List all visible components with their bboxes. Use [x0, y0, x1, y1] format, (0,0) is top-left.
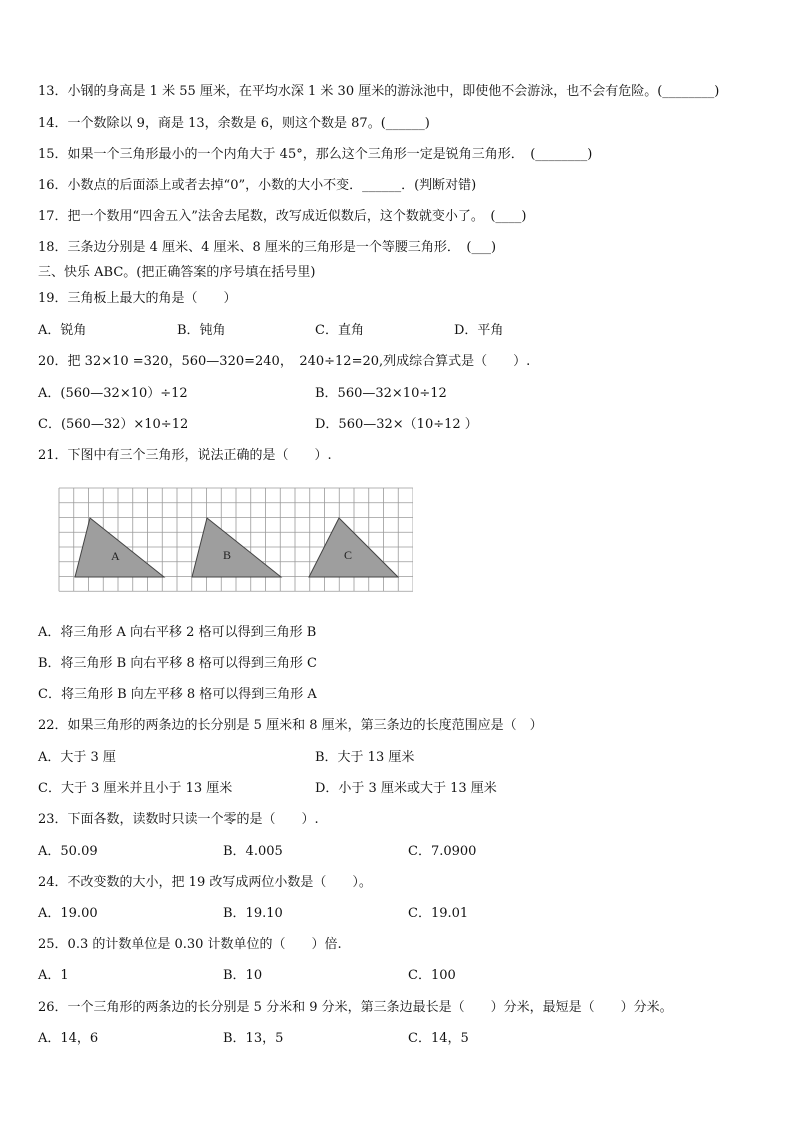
q19-stem: 19．三角板上最大的角是（ ）	[38, 291, 237, 306]
q25-stem: 25．0.3 的计数单位是 0.30 计数单位的（ ）倍.	[38, 937, 342, 952]
q25-option-a: A．1	[38, 968, 69, 983]
q20-option-d: D．560—32×（10÷12 ）	[315, 417, 478, 432]
q20-option-c: C．(560—32）×10÷12	[38, 417, 189, 432]
q24-option-a: A．19.00	[38, 906, 98, 921]
triangle-b	[192, 518, 281, 577]
line-q18: 18．三条边分别是 4 厘米、4 厘米、8 厘米的三角形是一个等腰三角形． (___)	[38, 240, 497, 255]
q21-option-b: B．将三角形 B 向右平移 8 格可以得到三角形 C	[38, 656, 317, 671]
triangle-c-label: C	[344, 548, 353, 562]
q23-option-b: B．4.005	[223, 844, 283, 859]
q26-stem: 26．一个三角形的两条边的长分别是 5 分米和 9 分米，第三条边最长是（ ）分米，最短是（ ）分米。	[38, 1000, 673, 1015]
line-q16: 16．小数点的后面添上或者去掉“0”，小数的大小不变．______．(判断对错)	[38, 178, 477, 193]
q23-option-a: A．50.09	[38, 844, 98, 859]
q23-stem: 23．下面各数，读数时只读一个零的是（ ）.	[38, 812, 319, 827]
q26-option-a: A．14，6	[38, 1031, 99, 1046]
q24-stem: 24．不改变数的大小，把 19 改写成两位小数是（ ）。	[38, 875, 372, 890]
q25-option-b: B．10	[223, 968, 263, 983]
triangle-grid-figure	[58, 487, 413, 593]
q24-option-b: B．19.10	[223, 906, 283, 921]
q23-option-c: C．7.0900	[408, 844, 477, 859]
q20-stem: 20．把 32×10 =320，560—320=240， 240÷12=20,列成综合算式是（ ）.	[38, 354, 531, 369]
q26-option-c: C．14，5	[408, 1031, 469, 1046]
section-3-heading: 三、快乐 ABC。(把正确答案的序号填在括号里)	[38, 265, 316, 280]
line-q13: 13．小钢的身高是 1 米 55 厘米，在平均水深 1 米 30 厘米的游泳池中，即使他不会游泳，也不会有危险。(________)	[38, 84, 720, 99]
triangle-a-label: A	[111, 549, 120, 563]
triangle-c	[309, 518, 398, 577]
q22-option-c: C．大于 3 厘米并且小于 13 厘米	[38, 781, 233, 796]
q21-option-a: A．将三角形 A 向右平移 2 格可以得到三角形 B	[38, 625, 317, 640]
q19-option-a: A．锐角	[38, 323, 87, 338]
q25-option-c: C．100	[408, 968, 456, 983]
q20-option-b: B．560—32×10÷12	[315, 386, 447, 401]
q19-option-d: D．平角	[454, 323, 504, 338]
line-q15: 15．如果一个三角形最小的一个内角大于 45°，那么这个三角形一定是锐角三角形． (________)	[38, 147, 593, 162]
q26-option-b: B．13，5	[223, 1031, 284, 1046]
q19-option-b: B．钝角	[177, 323, 226, 338]
triangle-a	[75, 518, 164, 577]
q22-option-b: B．大于 13 厘米	[315, 750, 415, 765]
q24-option-c: C．19.01	[408, 906, 469, 921]
q19-option-c: C．直角	[315, 323, 364, 338]
q20-option-a: A．(560—32×10）÷12	[38, 386, 188, 401]
triangle-b-label: B	[223, 548, 232, 562]
q21-option-c: C．将三角形 B 向左平移 8 格可以得到三角形 A	[38, 687, 317, 702]
q21-stem: 21．下图中有三个三角形，说法正确的是（ ）.	[38, 448, 332, 463]
line-q14: 14．一个数除以 9，商是 13，余数是 6，则这个数是 87。(______)	[38, 116, 430, 131]
q22-stem: 22．如果三角形的两条边的长分别是 5 厘米和 8 厘米，第三条边的长度范围应是（ ）	[38, 718, 543, 733]
line-q17: 17．把一个数用“四舍五入”法舍去尾数，改写成近似数后，这个数就变小了。 (____)	[38, 209, 527, 224]
q22-option-a: A．大于 3 厘	[38, 750, 116, 765]
q22-option-d: D．小于 3 厘米或大于 13 厘米	[315, 781, 497, 796]
